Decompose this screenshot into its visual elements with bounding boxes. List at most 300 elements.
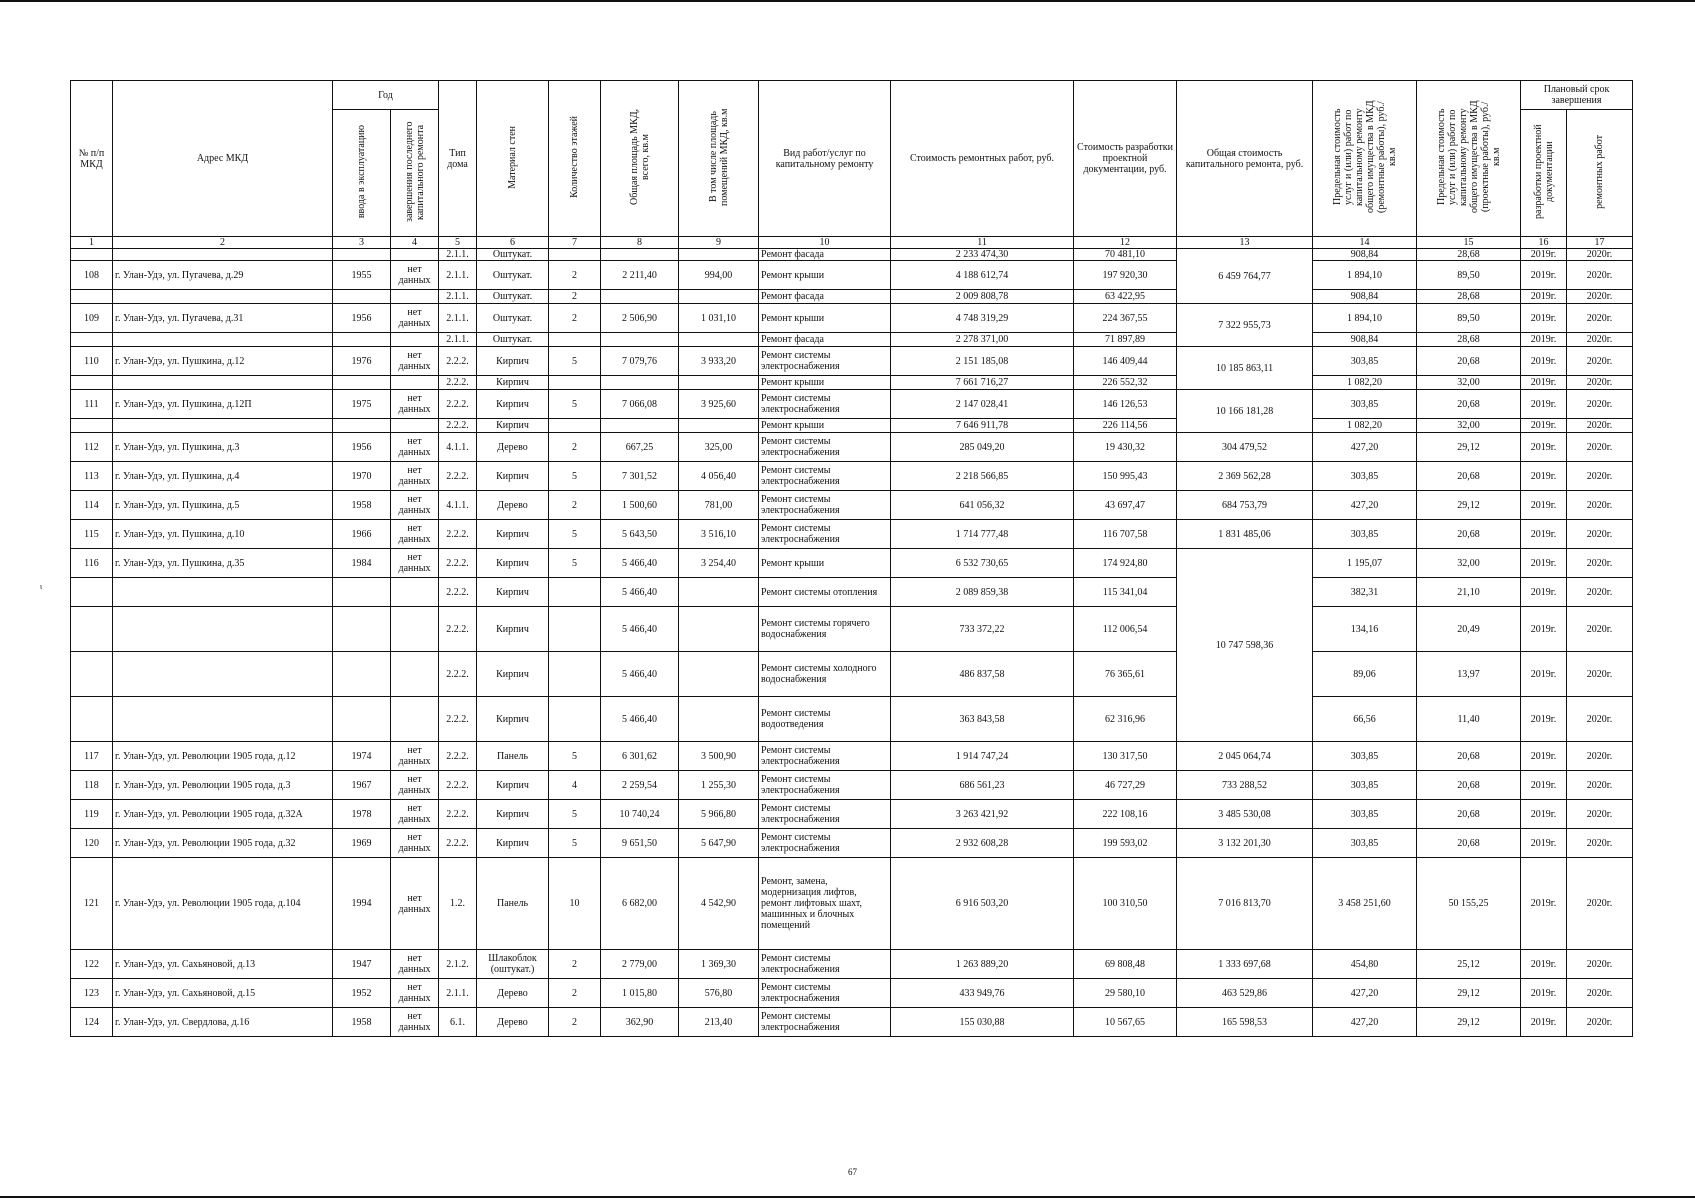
limit-repair-cell: 454,80 [1313,950,1417,979]
premises-area-cell: 576,80 [679,979,759,1008]
table-row [71,800,1633,829]
design-cost-cell: 10 567,65 [1074,1008,1177,1037]
work-type-cell: Ремонт системы электроснабжения [759,347,891,376]
year-repair-cell [391,419,439,433]
work-type-cell: Ремонт системы электроснабжения [759,520,891,549]
floors-cell: 2 [549,1008,601,1037]
year-repair-cell: нет данных [391,520,439,549]
repair-cost-cell: 3 263 421,92 [891,800,1074,829]
deadline-design-cell: 2019г. [1521,697,1567,742]
total-area-cell: 2 259,54 [601,771,679,800]
repair-cost-cell: 1 714 777,48 [891,520,1074,549]
limit-repair-cell: 1 082,20 [1313,419,1417,433]
deadline-design-cell: 2019г. [1521,800,1567,829]
premises-area-cell: 4 542,90 [679,858,759,950]
row-number: 123 [71,979,113,1008]
work-type-cell: Ремонт, замена, модернизация лифтов, ремонт лифтовых шахт, машинных и блочных помещений [759,858,891,950]
premises-area-cell [679,607,759,652]
wall-material-cell: Оштукат. [477,249,549,261]
design-cost-cell: 62 316,96 [1074,697,1177,742]
house-type-cell: 2.1.1. [439,304,477,333]
address-cell [113,290,333,304]
wall-material-cell: Оштукат. [477,333,549,347]
row-number [71,376,113,390]
premises-area-cell [679,376,759,390]
wall-material-cell: Оштукат. [477,304,549,333]
total-area-cell: 5 466,40 [601,549,679,578]
design-cost-cell: 69 808,48 [1074,950,1177,979]
table-row [71,652,1633,697]
year-commission-cell [333,607,391,652]
limit-design-cell: 20,68 [1417,462,1521,491]
limit-design-cell: 32,00 [1417,419,1521,433]
row-number: 117 [71,742,113,771]
col-limit-design-header: Предельная стоимость услуг и (или) работ по капитальному ремонту общего имущества в МКД (проектные работы), руб./кв.м [1417,81,1521,237]
table-row [71,549,1633,578]
repair-cost-cell: 4 748 319,29 [891,304,1074,333]
table-row [71,304,1633,333]
row-number: 119 [71,800,113,829]
year-repair-cell: нет данных [391,549,439,578]
limit-design-cell: 29,12 [1417,491,1521,520]
limit-repair-cell: 303,85 [1313,520,1417,549]
year-commission-cell: 1969 [333,829,391,858]
column-number: 16 [1521,237,1567,249]
floors-cell: 2 [549,290,601,304]
total-cost-cell: 733 288,52 [1177,771,1313,800]
col-total-area-header: Общая площадь МКД, всего, кв.м [601,81,679,237]
table-row [71,290,1633,304]
header-row-1 [71,81,1633,110]
wall-material-cell: Кирпич [477,419,549,433]
deadline-repair-cell: 2020г. [1567,697,1633,742]
repair-cost-cell: 2 147 028,41 [891,390,1074,419]
work-type-cell: Ремонт системы электроснабжения [759,771,891,800]
floors-cell [549,697,601,742]
year-commission-cell [333,419,391,433]
wall-material-cell: Дерево [477,979,549,1008]
floors-cell: 5 [549,549,601,578]
limit-design-cell: 29,12 [1417,979,1521,1008]
premises-area-cell: 5 966,80 [679,800,759,829]
column-number: 4 [391,237,439,249]
total-area-cell: 1 500,60 [601,491,679,520]
limit-repair-cell: 908,84 [1313,249,1417,261]
limit-design-cell: 20,68 [1417,742,1521,771]
deadline-design-cell: 2019г. [1521,333,1567,347]
repair-cost-cell: 2 009 808,78 [891,290,1074,304]
year-repair-cell: нет данных [391,347,439,376]
deadline-design-cell: 2019г. [1521,607,1567,652]
deadline-design-cell: 2019г. [1521,419,1567,433]
house-type-cell: 6.1. [439,1008,477,1037]
total-cost-cell: 2 045 064,74 [1177,742,1313,771]
wall-material-cell: Кирпич [477,347,549,376]
deadline-repair-cell: 2020г. [1567,390,1633,419]
row-number [71,578,113,607]
year-repair-cell: нет данных [391,261,439,290]
wall-material-cell: Кирпич [477,829,549,858]
table-row [71,578,1633,607]
col-premises-area-header: В том числе площадь помещений МКД, кв.м [679,81,759,237]
deadline-design-cell: 2019г. [1521,858,1567,950]
work-type-cell: Ремонт крыши [759,549,891,578]
design-cost-cell: 174 924,80 [1074,549,1177,578]
deadline-repair-cell: 2020г. [1567,261,1633,290]
repair-cost-cell: 7 661 716,27 [891,376,1074,390]
floors-cell [549,652,601,697]
year-commission-cell: 1974 [333,742,391,771]
limit-repair-cell: 303,85 [1313,800,1417,829]
deadline-repair-cell: 2020г. [1567,1008,1633,1037]
address-cell [113,376,333,390]
limit-repair-cell: 303,85 [1313,347,1417,376]
year-repair-cell: нет данных [391,433,439,462]
premises-area-cell: 994,00 [679,261,759,290]
address-cell: г. Улан-Удэ, ул. Революции 1905 года, д.104 [113,858,333,950]
house-type-cell: 1.2. [439,858,477,950]
premises-area-cell: 781,00 [679,491,759,520]
work-type-cell: Ремонт крыши [759,261,891,290]
floors-cell [549,419,601,433]
total-cost-cell: 165 598,53 [1177,1008,1313,1037]
year-repair-cell: нет данных [391,800,439,829]
table-row [71,858,1633,950]
row-number: 124 [71,1008,113,1037]
total-cost-cell: 1 333 697,68 [1177,950,1313,979]
address-cell: г. Улан-Удэ, ул. Пушкина, д.10 [113,520,333,549]
wall-material-cell: Кирпич [477,607,549,652]
year-commission-cell: 1956 [333,433,391,462]
total-area-cell: 362,90 [601,1008,679,1037]
col-total-cost-header: Общая стоимость капитального ремонта, руб. [1177,81,1313,237]
work-type-cell: Ремонт крыши [759,419,891,433]
address-cell: г. Улан-Удэ, ул. Свердлова, д.16 [113,1008,333,1037]
premises-area-cell [679,333,759,347]
repair-cost-cell: 433 949,76 [891,979,1074,1008]
design-cost-cell: 76 365,61 [1074,652,1177,697]
design-cost-cell: 46 727,29 [1074,771,1177,800]
deadline-design-cell: 2019г. [1521,376,1567,390]
year-repair-cell: нет данных [391,771,439,800]
total-area-cell [601,419,679,433]
deadline-design-cell: 2019г. [1521,290,1567,304]
total-area-cell: 9 651,50 [601,829,679,858]
total-cost-cell: 304 479,52 [1177,433,1313,462]
total-cost-cell: 3 132 201,30 [1177,829,1313,858]
deadline-repair-cell: 2020г. [1567,652,1633,697]
column-number: 7 [549,237,601,249]
deadline-design-cell: 2019г. [1521,491,1567,520]
premises-area-cell: 3 254,40 [679,549,759,578]
repair-cost-cell: 1 263 889,20 [891,950,1074,979]
limit-design-cell: 20,68 [1417,800,1521,829]
limit-design-cell: 20,68 [1417,347,1521,376]
total-area-cell: 5 466,40 [601,652,679,697]
deadline-design-cell: 2019г. [1521,433,1567,462]
limit-repair-cell: 303,85 [1313,390,1417,419]
design-cost-cell: 43 697,47 [1074,491,1177,520]
total-area-cell: 7 301,52 [601,462,679,491]
total-area-cell: 7 066,08 [601,390,679,419]
limit-design-cell: 89,50 [1417,261,1521,290]
total-area-cell: 5 466,40 [601,578,679,607]
deadline-design-cell: 2019г. [1521,520,1567,549]
work-type-cell: Ремонт крыши [759,376,891,390]
limit-repair-cell: 1 195,07 [1313,549,1417,578]
column-number: 1 [71,237,113,249]
row-number: 122 [71,950,113,979]
deadline-repair-cell: 2020г. [1567,333,1633,347]
row-number: 120 [71,829,113,858]
limit-repair-cell: 427,20 [1313,979,1417,1008]
premises-area-cell: 5 647,90 [679,829,759,858]
limit-design-cell: 28,68 [1417,249,1521,261]
col-deadline-repair-header: ремонтных работ [1567,110,1633,237]
wall-material-cell: Дерево [477,491,549,520]
year-commission-cell: 1967 [333,771,391,800]
floors-cell: 5 [549,520,601,549]
row-number [71,249,113,261]
house-type-cell: 2.2.2. [439,347,477,376]
limit-repair-cell: 908,84 [1313,333,1417,347]
wall-material-cell: Кирпич [477,578,549,607]
work-type-cell: Ремонт системы водоотведения [759,697,891,742]
col-floors-header: Количество этажей [549,81,601,237]
repair-cost-cell: 2 278 371,00 [891,333,1074,347]
total-cost-cell: 7 016 813,70 [1177,858,1313,950]
total-cost-cell: 684 753,79 [1177,491,1313,520]
table-row [71,390,1633,419]
floors-cell: 2 [549,433,601,462]
column-number: 17 [1567,237,1633,249]
row-number: 108 [71,261,113,290]
house-type-cell: 2.2.2. [439,390,477,419]
year-commission-cell: 1978 [333,800,391,829]
limit-design-cell: 89,50 [1417,304,1521,333]
limit-repair-cell: 303,85 [1313,742,1417,771]
year-repair-cell [391,333,439,347]
house-type-cell: 2.2.2. [439,652,477,697]
year-commission-cell: 1956 [333,304,391,333]
column-number: 14 [1313,237,1417,249]
deadline-repair-cell: 2020г. [1567,419,1633,433]
address-cell [113,419,333,433]
floors-cell: 5 [549,800,601,829]
premises-area-cell: 1 031,10 [679,304,759,333]
total-area-cell: 667,25 [601,433,679,462]
column-number: 15 [1417,237,1521,249]
deadline-repair-cell: 2020г. [1567,607,1633,652]
deadline-repair-cell: 2020г. [1567,433,1633,462]
work-type-cell: Ремонт крыши [759,304,891,333]
table-row [71,520,1633,549]
limit-repair-cell: 66,56 [1313,697,1417,742]
floors-cell: 2 [549,304,601,333]
design-cost-cell: 199 593,02 [1074,829,1177,858]
col-address-header: Адрес МКД [113,81,333,237]
premises-area-cell [679,578,759,607]
year-commission-cell [333,290,391,304]
deadline-repair-cell: 2020г. [1567,549,1633,578]
floors-cell: 5 [549,742,601,771]
repair-cost-cell: 486 837,58 [891,652,1074,697]
repair-cost-cell: 6 532 730,65 [891,549,1074,578]
table-row [71,249,1633,261]
deadline-design-cell: 2019г. [1521,304,1567,333]
year-repair-cell [391,249,439,261]
wall-material-cell: Оштукат. [477,290,549,304]
house-type-cell: 2.2.2. [439,607,477,652]
design-cost-cell: 71 897,89 [1074,333,1177,347]
limit-repair-cell: 303,85 [1313,771,1417,800]
row-number: 121 [71,858,113,950]
limit-design-cell: 20,68 [1417,829,1521,858]
design-cost-cell: 115 341,04 [1074,578,1177,607]
total-cost-cell: 1 831 485,06 [1177,520,1313,549]
table-row [71,347,1633,376]
limit-repair-cell: 427,20 [1313,433,1417,462]
work-type-cell: Ремонт системы электроснабжения [759,390,891,419]
year-commission-cell: 1976 [333,347,391,376]
limit-design-cell: 29,12 [1417,433,1521,462]
year-commission-cell: 1970 [333,462,391,491]
floors-cell: 2 [549,950,601,979]
year-repair-cell: нет данных [391,390,439,419]
total-cost-cell: 10 747 598,36 [1177,549,1313,742]
work-type-cell: Ремонт системы электроснабжения [759,950,891,979]
total-area-cell [601,249,679,261]
floors-cell: 2 [549,979,601,1008]
floors-cell: 4 [549,771,601,800]
address-cell: г. Улан-Удэ, ул. Пугачева, д.29 [113,261,333,290]
year-commission-cell [333,578,391,607]
house-type-cell: 4.1.1. [439,433,477,462]
repair-cost-cell: 155 030,88 [891,1008,1074,1037]
col-deadline-group-header: Плановый срок завершения [1521,81,1633,110]
premises-area-cell: 1 255,30 [679,771,759,800]
scan-mark: ι [40,582,43,591]
year-repair-cell [391,607,439,652]
table-row [71,771,1633,800]
repair-cost-cell: 6 916 503,20 [891,858,1074,950]
wall-material-cell: Кирпич [477,652,549,697]
year-commission-cell [333,376,391,390]
house-type-cell: 2.2.2. [439,771,477,800]
limit-repair-cell: 303,85 [1313,462,1417,491]
design-cost-cell: 112 006,54 [1074,607,1177,652]
deadline-repair-cell: 2020г. [1567,578,1633,607]
limit-design-cell: 20,68 [1417,520,1521,549]
house-type-cell: 2.2.2. [439,829,477,858]
row-number [71,652,113,697]
row-number [71,290,113,304]
house-type-cell: 2.2.2. [439,376,477,390]
top-rule [0,0,1695,2]
address-cell: г. Улан-Удэ, ул. Революции 1905 года, д.32 [113,829,333,858]
floors-cell: 5 [549,390,601,419]
table-row [71,261,1633,290]
row-number: 111 [71,390,113,419]
year-repair-cell: нет данных [391,304,439,333]
limit-design-cell: 20,49 [1417,607,1521,652]
design-cost-cell: 116 707,58 [1074,520,1177,549]
column-number: 9 [679,237,759,249]
address-cell: г. Улан-Удэ, ул. Пушкина, д.4 [113,462,333,491]
design-cost-cell: 226 552,32 [1074,376,1177,390]
limit-design-cell: 28,68 [1417,333,1521,347]
row-number: 115 [71,520,113,549]
deadline-design-cell: 2019г. [1521,652,1567,697]
row-number: 114 [71,491,113,520]
house-type-cell: 2.1.1. [439,979,477,1008]
limit-repair-cell: 1 894,10 [1313,304,1417,333]
design-cost-cell: 100 310,50 [1074,858,1177,950]
total-cost-cell: 6 459 764,77 [1177,249,1313,304]
house-type-cell: 2.2.2. [439,697,477,742]
col-no-header: № п/п МКД [71,81,113,237]
total-area-cell: 7 079,76 [601,347,679,376]
premises-area-cell: 1 369,30 [679,950,759,979]
total-area-cell: 6 301,62 [601,742,679,771]
limit-repair-cell: 908,84 [1313,290,1417,304]
repair-cost-cell: 2 233 474,30 [891,249,1074,261]
design-cost-cell: 146 126,53 [1074,390,1177,419]
house-type-cell: 2.2.2. [439,578,477,607]
deadline-repair-cell: 2020г. [1567,376,1633,390]
total-area-cell: 5 466,40 [601,607,679,652]
premises-area-cell: 325,00 [679,433,759,462]
address-cell: г. Улан-Удэ, ул. Пугачева, д.31 [113,304,333,333]
house-type-cell: 2.2.2. [439,462,477,491]
table-row [71,607,1633,652]
address-cell: г. Улан-Удэ, ул. Пушкина, д.12 [113,347,333,376]
floors-cell: 5 [549,462,601,491]
floors-cell [549,249,601,261]
deadline-repair-cell: 2020г. [1567,800,1633,829]
wall-material-cell: Кирпич [477,390,549,419]
limit-design-cell: 25,12 [1417,950,1521,979]
bottom-rule [0,1196,1695,1198]
address-cell [113,652,333,697]
work-type-cell: Ремонт системы электроснабжения [759,800,891,829]
year-repair-cell: нет данных [391,1008,439,1037]
column-number: 2 [113,237,333,249]
house-type-cell: 2.1.1. [439,261,477,290]
row-number: 112 [71,433,113,462]
deadline-repair-cell: 2020г. [1567,979,1633,1008]
premises-area-cell: 3 925,60 [679,390,759,419]
address-cell: г. Улан-Удэ, ул. Пушкина, д.5 [113,491,333,520]
total-area-cell [601,333,679,347]
year-repair-cell: нет данных [391,462,439,491]
year-commission-cell [333,333,391,347]
limit-repair-cell: 382,31 [1313,578,1417,607]
design-cost-cell: 29 580,10 [1074,979,1177,1008]
table-row [71,742,1633,771]
total-area-cell: 2 779,00 [601,950,679,979]
deadline-repair-cell: 2020г. [1567,771,1633,800]
work-type-cell: Ремонт фасада [759,333,891,347]
deadline-design-cell: 2019г. [1521,347,1567,376]
floors-cell: 5 [549,829,601,858]
year-commission-cell [333,697,391,742]
house-type-cell: 2.2.2. [439,419,477,433]
col-house-type-header: Тип дома [439,81,477,237]
deadline-design-cell: 2019г. [1521,950,1567,979]
work-type-cell: Ремонт фасада [759,249,891,261]
row-number: 116 [71,549,113,578]
